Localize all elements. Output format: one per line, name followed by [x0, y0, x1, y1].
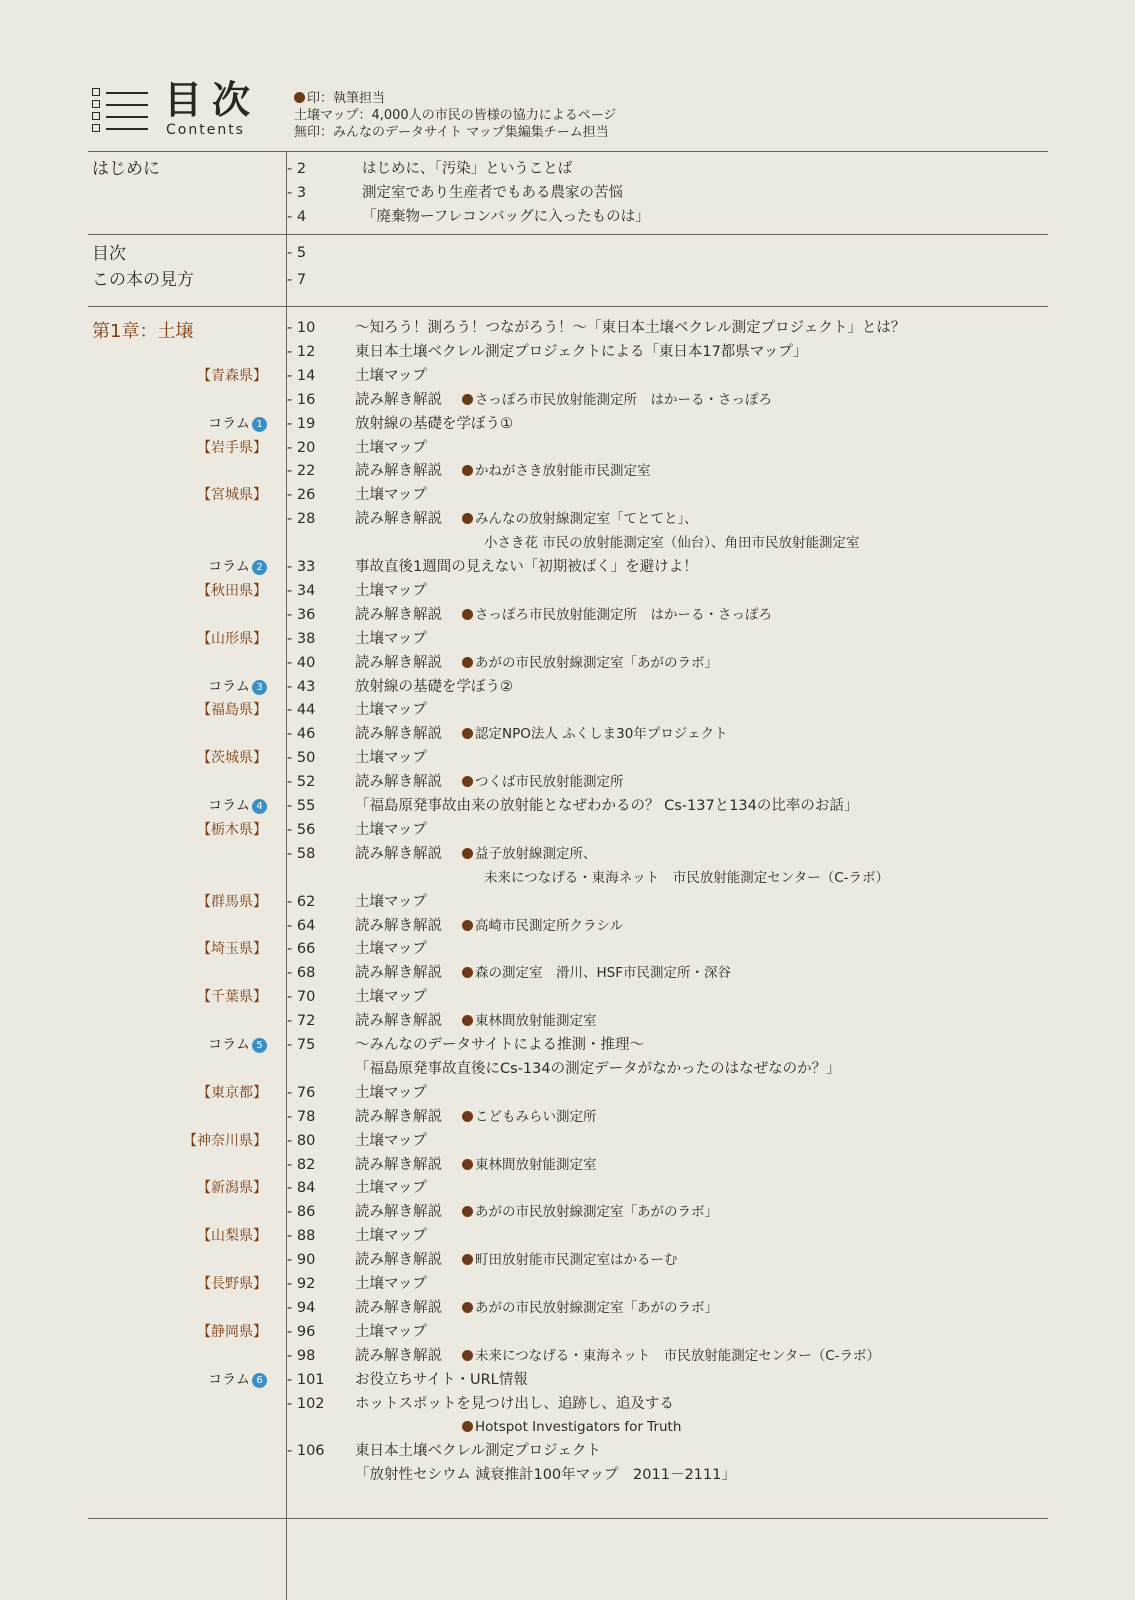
toc-row[interactable] — [0, 205, 1135, 229]
label-text: 【東京都】 — [197, 1085, 267, 1101]
entry-title: 「廃棄物ーフレコンバッグに入ったものは」 — [362, 209, 650, 225]
legend-line: 無印：みんなのデータサイト マップ集編集チーム担当 — [294, 125, 609, 140]
toc-row[interactable] — [0, 483, 1135, 507]
toc-row[interactable] — [0, 627, 1135, 651]
toc-row[interactable] — [0, 1248, 1135, 1272]
toc-row[interactable] — [0, 1129, 1135, 1153]
page-number: - 55 — [287, 798, 316, 814]
toc-row[interactable] — [0, 157, 1135, 181]
divider — [88, 306, 1048, 307]
column-number-badge: 3 — [252, 680, 267, 695]
entry-title: 土壌マップ — [355, 702, 427, 718]
page-number: - 70 — [287, 989, 316, 1005]
prefecture-label — [197, 985, 267, 1009]
entry-title: 読み解き解説 — [355, 1300, 442, 1316]
label-text: コラム — [208, 559, 250, 575]
toc-row — [0, 531, 1135, 555]
column-label — [208, 794, 267, 818]
entry-title: 測定室であり生産者でもある農家の苦悩 — [362, 185, 623, 201]
bullet-dot-icon — [462, 1206, 473, 1217]
entry-title: 読み解き解説 — [355, 655, 442, 671]
label-text: 【秋田県】 — [197, 583, 267, 599]
author-org — [462, 914, 623, 938]
page-number: - 68 — [287, 965, 316, 981]
toc-row[interactable] — [0, 507, 1135, 531]
toc-row — [0, 866, 1135, 890]
label-text: 【埼玉県】 — [197, 941, 267, 957]
page-number: - 96 — [287, 1324, 316, 1340]
column-label — [208, 1033, 267, 1057]
author-org-text: あがの市民放射線測定室「あがのラボ」 — [475, 655, 718, 671]
prefecture-label — [197, 627, 267, 651]
legend — [294, 90, 616, 141]
page-number: - 28 — [287, 511, 316, 527]
toc-row[interactable] — [0, 794, 1135, 818]
author-org — [462, 842, 597, 866]
prefecture-label — [197, 1224, 267, 1248]
page-number: - 46 — [287, 726, 316, 742]
continuation-text — [484, 866, 889, 890]
toc-row[interactable] — [0, 388, 1135, 412]
prefecture-label — [197, 483, 267, 507]
entry-title: 土壌マップ — [355, 750, 427, 766]
page-number: - 34 — [287, 583, 316, 599]
author-org — [462, 1009, 597, 1033]
page-number: - 90 — [287, 1252, 316, 1268]
bullet-dot-icon — [462, 609, 473, 620]
toc-row[interactable] — [0, 412, 1135, 436]
page-number: - 92 — [287, 1276, 316, 1292]
toc-row[interactable] — [0, 241, 1135, 265]
author-org — [462, 1105, 597, 1129]
toc-row[interactable] — [0, 1009, 1135, 1033]
entry-title: 読み解き解説 — [355, 511, 442, 527]
page-number: - 50 — [287, 750, 316, 766]
page-number: - 22 — [287, 463, 316, 479]
page-number: - 33 — [287, 559, 316, 575]
author-org-text: あがの市民放射線測定室「あがのラボ」 — [475, 1300, 718, 1316]
toc-row[interactable] — [0, 937, 1135, 961]
toc-row[interactable] — [0, 364, 1135, 388]
continuation-line: 小さき花 市民の放射能測定室（仙台）、角田市民放射能測定室 — [484, 535, 860, 551]
toc-row[interactable] — [0, 914, 1135, 938]
page-number: - 86 — [287, 1204, 316, 1220]
page-number: - 84 — [287, 1180, 316, 1196]
entry-title: 読み解き解説 — [355, 918, 442, 934]
prefecture-label — [197, 1176, 267, 1200]
toc-row[interactable] — [0, 698, 1135, 722]
toc-row[interactable] — [0, 1320, 1135, 1344]
bullet-dot-icon — [462, 1350, 473, 1361]
column-label — [208, 675, 267, 699]
author-org — [462, 1200, 718, 1224]
entry-title: 土壌マップ — [355, 368, 427, 384]
entry-title: はじめに、「汚染」ということば — [362, 161, 573, 177]
label-text: 【静岡県】 — [197, 1324, 267, 1340]
entry-title: 読み解き解説 — [355, 607, 442, 623]
toc-row[interactable] — [0, 1176, 1135, 1200]
column-number-badge: 5 — [252, 1038, 267, 1053]
toc-row[interactable] — [0, 746, 1135, 770]
page-subtitle: Contents — [166, 122, 245, 138]
page-number: - 106 — [287, 1443, 325, 1459]
author-org — [462, 1344, 880, 1368]
author-org — [462, 1153, 597, 1177]
page-number: - 98 — [287, 1348, 316, 1364]
label-text: 【栃木県】 — [197, 822, 267, 838]
prefecture-label — [197, 698, 267, 722]
bullet-dot-icon — [462, 657, 473, 668]
column-label — [208, 555, 267, 579]
label-text: 【山形県】 — [197, 631, 267, 647]
label-text: 【新潟県】 — [197, 1180, 267, 1196]
label-text: 【宮城県】 — [197, 487, 267, 503]
entry-title: 読み解き解説 — [355, 1204, 442, 1220]
prefecture-label — [197, 1081, 267, 1105]
page-number: - 76 — [287, 1085, 316, 1101]
label-text: コラム — [208, 416, 250, 432]
toc-row[interactable] — [0, 1296, 1135, 1320]
page-number: - 16 — [287, 392, 316, 408]
author-org-text: 町田放射能市民測定室はかるーむ — [475, 1252, 678, 1268]
author-org-text: 森の測定室 滑川、HSF市民測定所・深谷 — [475, 965, 731, 981]
prefecture-label — [197, 937, 267, 961]
bullet-dot-icon — [462, 728, 473, 739]
author-org-text: つくば市民放射能測定所 — [475, 774, 624, 790]
bullet-dot-icon — [462, 1159, 473, 1170]
prefecture-label — [183, 1129, 267, 1153]
toc-row[interactable] — [0, 316, 1135, 340]
toc-row[interactable] — [0, 722, 1135, 746]
toc-row[interactable] — [0, 770, 1135, 794]
page-number: - 40 — [287, 655, 316, 671]
author-org — [462, 722, 728, 746]
author-org-text: 益子放射線測定所、 — [475, 846, 597, 862]
page-number: - 43 — [287, 679, 316, 695]
entry-title: お役立ちサイト・URL情報 — [355, 1372, 528, 1388]
page-number: - 101 — [287, 1372, 325, 1388]
bullet-dot-icon — [462, 1015, 473, 1026]
entry-title: 「福島原発事故由来の放射能となぜわかるの？ Cs-137と134の比率のお話」 — [355, 798, 859, 814]
bullet-dot-icon — [462, 776, 473, 787]
toc-row[interactable] — [0, 555, 1135, 579]
page-number: - 5 — [287, 245, 307, 261]
author-org — [462, 1248, 678, 1272]
page-number: - 58 — [287, 846, 316, 862]
entry-title: 土壌マップ — [355, 1228, 427, 1244]
toc-row[interactable] — [0, 603, 1135, 627]
author-org — [462, 651, 718, 675]
page-number: - 14 — [287, 368, 316, 384]
author-org — [462, 603, 772, 627]
page-number: - 10 — [287, 320, 316, 336]
page-number: - 52 — [287, 774, 316, 790]
prefecture-label — [197, 579, 267, 603]
toc-row[interactable] — [0, 268, 1135, 292]
label-text: コラム — [208, 1372, 250, 1388]
entry-title: 土壌マップ — [355, 941, 427, 957]
page-number: - 36 — [287, 607, 316, 623]
prefecture-label — [197, 364, 267, 388]
prefecture-label — [197, 436, 267, 460]
entry-title: 放射線の基礎を学ぼう① — [355, 416, 513, 432]
toc-row[interactable] — [0, 1224, 1135, 1248]
page-number: - 4 — [287, 209, 307, 225]
continuation-line: 未来につなげる・東海ネット 市民放射能測定センター（C-ラボ） — [484, 870, 889, 886]
entry-title: 土壌マップ — [355, 989, 427, 1005]
toc-row[interactable] — [0, 436, 1135, 460]
label-text: 【群馬県】 — [197, 894, 267, 910]
toc-row[interactable] — [0, 651, 1135, 675]
page-number: - 82 — [287, 1157, 316, 1173]
bullet-dot-icon — [462, 920, 473, 931]
entry-title: ～みんなのデータサイトによる推測・推理～ — [355, 1037, 644, 1053]
page-number: - 20 — [287, 440, 316, 456]
toc-row[interactable] — [0, 1153, 1135, 1177]
toc-row[interactable] — [0, 1081, 1135, 1105]
entry-title: 読み解き解説 — [355, 1348, 442, 1364]
prefecture-label — [197, 890, 267, 914]
divider — [88, 234, 1048, 235]
label-text: コラム — [208, 679, 250, 695]
entry-title: 土壌マップ — [355, 1133, 427, 1149]
column-label — [208, 1368, 267, 1392]
legend-line: 土壌マップ：4,000人の市民の皆様の協力によるページ — [294, 108, 617, 123]
entry-title: 土壌マップ — [355, 631, 427, 647]
toc-row[interactable] — [0, 579, 1135, 603]
label-text: 【山梨県】 — [197, 1228, 267, 1244]
bullet-dot-icon — [462, 394, 473, 405]
continuation-text — [484, 531, 860, 555]
entry-title: 読み解き解説 — [355, 846, 442, 862]
toc-row[interactable] — [0, 1105, 1135, 1129]
page-number: - 38 — [287, 631, 316, 647]
bullet-dot-icon — [294, 92, 305, 103]
toc-row[interactable] — [0, 842, 1135, 866]
toc-row[interactable] — [0, 1439, 1135, 1463]
entry-title: 読み解き解説 — [355, 1157, 442, 1173]
toc-row[interactable] — [0, 675, 1135, 699]
bullet-dot-icon — [462, 465, 473, 476]
author-org-text: こどもみらい測定所 — [475, 1109, 597, 1125]
toc-row[interactable] — [0, 1392, 1135, 1416]
toc-row — [0, 1415, 1135, 1439]
page-number: - 7 — [287, 272, 307, 288]
author-org-text: あがの市民放射線測定室「あがのラボ」 — [475, 1204, 718, 1220]
page-title: 目次 — [164, 78, 261, 122]
bullet-dot-icon — [462, 967, 473, 978]
prefecture-label — [197, 1320, 267, 1344]
entry-title: 放射線の基礎を学ぼう② — [355, 679, 513, 695]
bullet-dot-icon — [462, 1302, 473, 1313]
continuation-text — [462, 1415, 681, 1439]
page-number: - 78 — [287, 1109, 316, 1125]
entry-title: 土壌マップ — [355, 487, 427, 503]
label-text: 【福島県】 — [197, 702, 267, 718]
entry-title: 読み解き解説 — [355, 1109, 442, 1125]
page-number: - 72 — [287, 1013, 316, 1029]
continuation-line: Hotspot Investigators for Truth — [475, 1419, 682, 1435]
bullet-dot-icon — [462, 513, 473, 524]
section-label: はじめに — [92, 159, 160, 179]
label-text: コラム — [208, 798, 250, 814]
toc-row[interactable] — [0, 985, 1135, 1009]
column-label — [208, 412, 267, 436]
entry-title: 東日本土壌ベクレル測定プロジェクトによる「東日本17都県マップ」 — [355, 344, 808, 360]
page-number: - 56 — [287, 822, 316, 838]
toc-row[interactable] — [0, 961, 1135, 985]
page-number: - 12 — [287, 344, 316, 360]
toc-row[interactable] — [0, 1033, 1135, 1057]
divider — [88, 151, 1048, 152]
page-number: - 66 — [287, 941, 316, 957]
entry-title: ホットスポットを見つけ出し、追跡し、追及する — [355, 1396, 674, 1412]
toc-row[interactable] — [0, 340, 1135, 364]
entry-title: 土壌マップ — [355, 894, 427, 910]
entry-title: 事故直後1週間の見えない「初期被ばく」を避けよ！ — [355, 559, 698, 575]
entry-title: 「放射性セシウム 減衰推計100年マップ 2011－2111」 — [355, 1467, 736, 1483]
author-org-text: 東林間放射能測定室 — [475, 1157, 597, 1173]
entry-title: ～知ろう！測ろう！つながろう！～「東日本土壌ベクレル測定プロジェクト」とは？ — [355, 320, 906, 336]
page-number: - 102 — [287, 1396, 325, 1412]
label-text: 【千葉県】 — [197, 989, 267, 1005]
label-text: コラム — [208, 1037, 250, 1053]
toc-row[interactable] — [0, 890, 1135, 914]
toc-row[interactable] — [0, 1344, 1135, 1368]
page-number: - 3 — [287, 185, 307, 201]
page-number: - 62 — [287, 894, 316, 910]
prefecture-label — [197, 1272, 267, 1296]
author-org — [462, 1296, 718, 1320]
prefecture-label — [197, 818, 267, 842]
bullet-dot-icon — [462, 1111, 473, 1122]
toc-row — [0, 1057, 1135, 1081]
legend-line: 印：執筆担当 — [307, 91, 386, 106]
entry-title: 読み解き解説 — [355, 392, 442, 408]
author-org-text: 未来につなげる・東海ネット 市民放射能測定センター（C-ラボ） — [475, 1348, 880, 1364]
page-number: - 19 — [287, 416, 316, 432]
author-org — [462, 770, 624, 794]
entry-title: 読み解き解説 — [355, 774, 442, 790]
column-number-badge: 6 — [252, 1373, 267, 1388]
column-number-badge: 4 — [252, 799, 267, 814]
page-number: - 2 — [287, 161, 307, 177]
page-number: - 80 — [287, 1133, 316, 1149]
entry-title: 読み解き解説 — [355, 726, 442, 742]
toc-row[interactable] — [0, 1368, 1135, 1392]
page-number: - 88 — [287, 1228, 316, 1244]
divider — [88, 1518, 1048, 1519]
label-text: 【神奈川県】 — [183, 1133, 267, 1149]
author-org — [462, 459, 651, 483]
prefecture-label — [197, 746, 267, 770]
author-org-text: かねがさき放射能市民測定室 — [475, 463, 651, 479]
bullet-dot-icon — [462, 1421, 473, 1432]
label-text: 【岩手県】 — [197, 440, 267, 456]
author-org — [462, 388, 772, 412]
toc-row[interactable] — [0, 181, 1135, 205]
entry-title: 読み解き解説 — [355, 1013, 442, 1029]
author-org — [462, 961, 731, 985]
author-org-text: さっぽろ市民放射能測定所 はかーる・さっぽろ — [475, 607, 772, 623]
label-text: 【茨城県】 — [197, 750, 267, 766]
toc-row — [0, 1463, 1135, 1487]
entry-title: 土壌マップ — [355, 1276, 427, 1292]
chapter-label: 第1章：土壌 — [92, 321, 194, 342]
author-org-text: さっぽろ市民放射能測定所 はかーる・さっぽろ — [475, 392, 772, 408]
author-org — [462, 507, 698, 531]
column-number-badge: 1 — [252, 417, 267, 432]
page-number: - 94 — [287, 1300, 316, 1316]
toc-row[interactable] — [0, 818, 1135, 842]
list-icon — [92, 88, 148, 136]
author-org-text: 東林間放射能測定室 — [475, 1013, 597, 1029]
column-number-badge: 2 — [252, 560, 267, 575]
entry-title: 土壌マップ — [355, 1324, 427, 1340]
bullet-dot-icon — [462, 848, 473, 859]
entry-title: 読み解き解説 — [355, 1252, 442, 1268]
entry-title: 「福島原発事故直後にCs-134の測定データがなかったのはなぜなのか？」 — [355, 1061, 841, 1077]
entry-title: 土壌マップ — [355, 440, 427, 456]
page-number: - 64 — [287, 918, 316, 934]
page-number: - 44 — [287, 702, 316, 718]
page-number: - 26 — [287, 487, 316, 503]
bullet-dot-icon — [462, 1254, 473, 1265]
toc-row[interactable] — [0, 1200, 1135, 1224]
page-number: - 75 — [287, 1037, 316, 1053]
toc-row[interactable] — [0, 1272, 1135, 1296]
entry-title: 東日本土壌ベクレル測定プロジェクト — [355, 1443, 601, 1459]
section-label: 目次 — [92, 244, 126, 264]
toc-row[interactable] — [0, 459, 1135, 483]
entry-title: 読み解き解説 — [355, 965, 442, 981]
label-text: 【青森県】 — [197, 368, 267, 384]
entry-title: 読み解き解説 — [355, 463, 442, 479]
entry-title: 土壌マップ — [355, 1085, 427, 1101]
author-org-text: 高崎市民測定所クラシル — [475, 918, 624, 934]
author-org-text: みんなの放射線測定室「てとてと」、 — [475, 511, 698, 527]
entry-title: 土壌マップ — [355, 1180, 427, 1196]
author-org-text: 認定NPO法人 ふくしま30年プロジェクト — [475, 726, 728, 742]
entry-title: 土壌マップ — [355, 822, 427, 838]
section-label: この本の見方 — [92, 270, 194, 290]
entry-title: 土壌マップ — [355, 583, 427, 599]
label-text: 【長野県】 — [197, 1276, 267, 1292]
